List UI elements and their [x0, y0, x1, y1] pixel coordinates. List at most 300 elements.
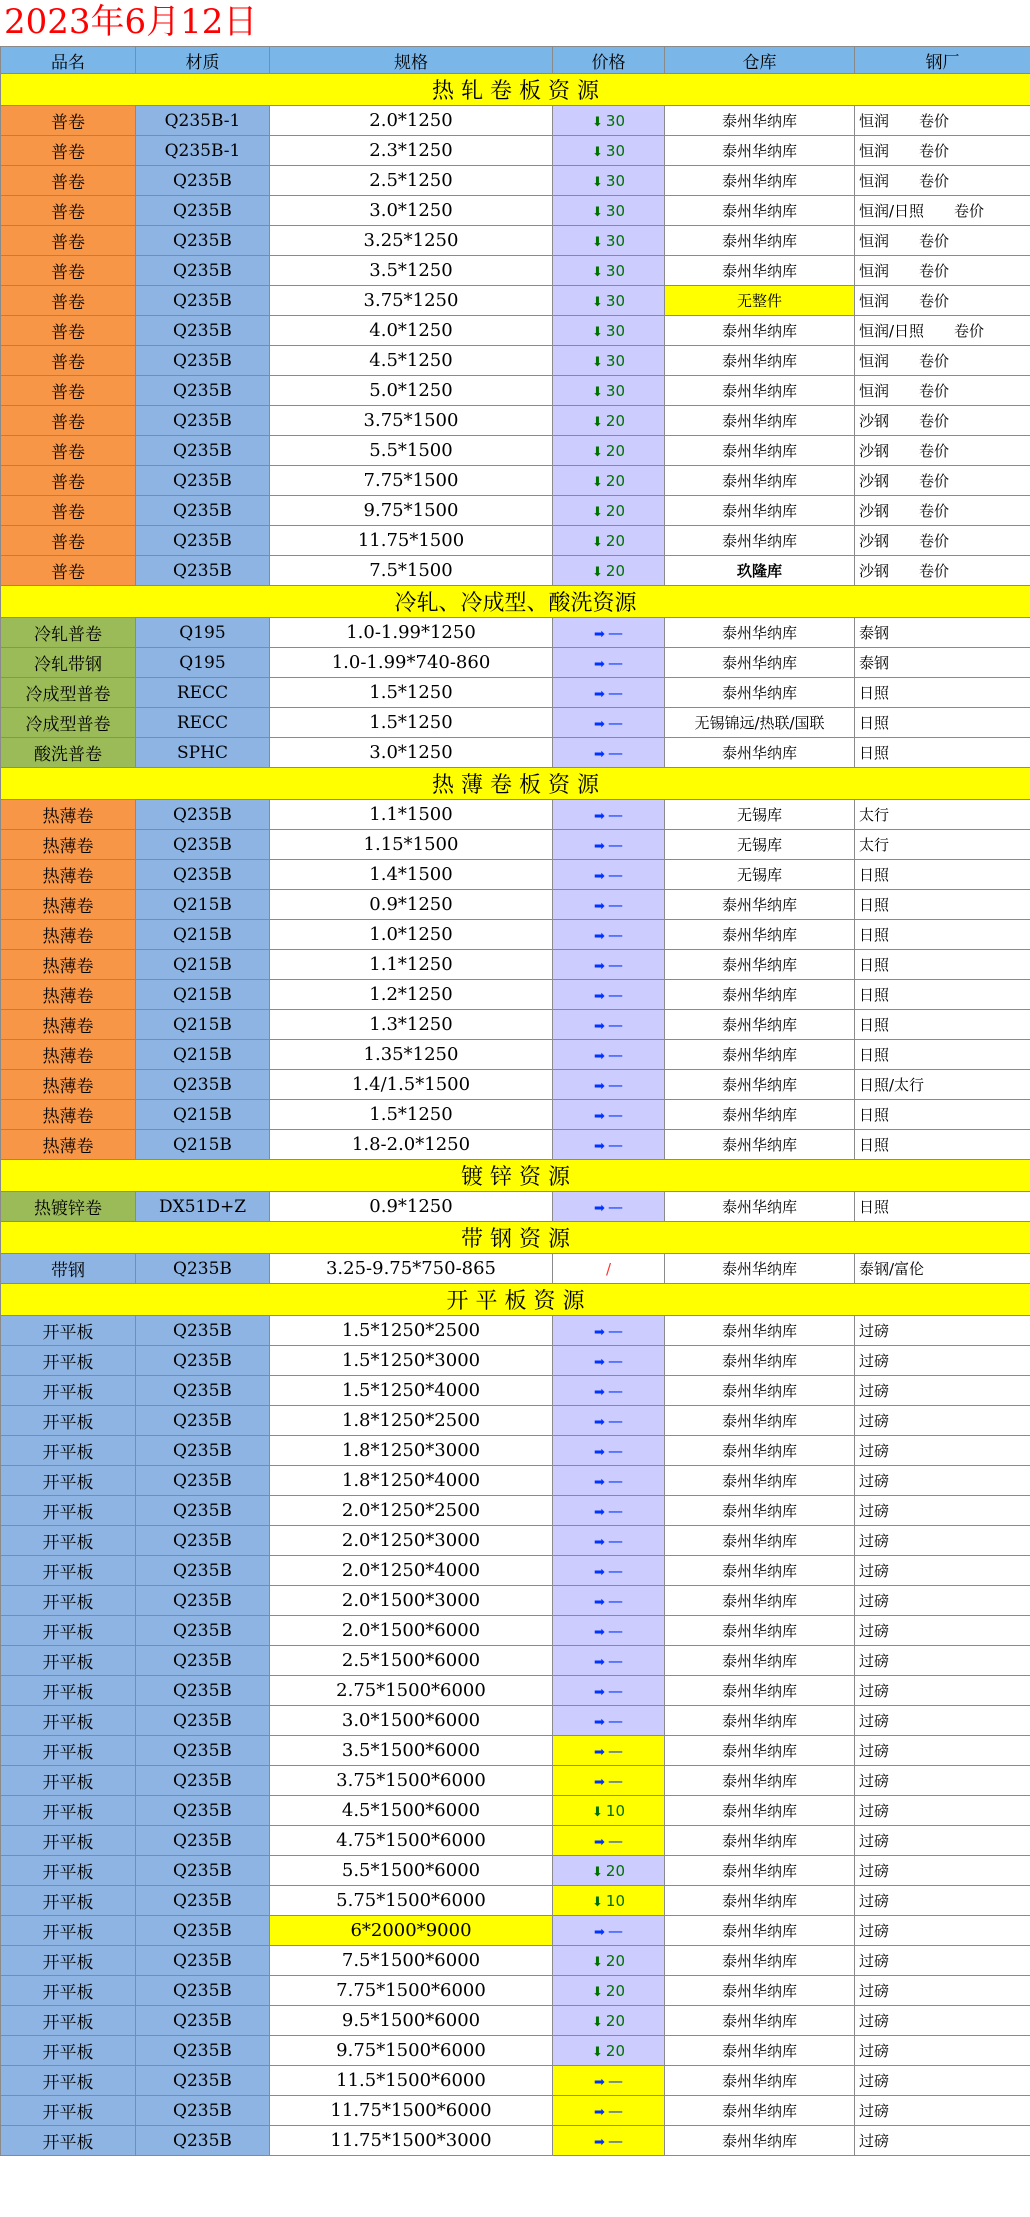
right-arrow-icon: ➡	[594, 808, 605, 824]
down-arrow-icon: ⬇	[592, 264, 603, 280]
steel-mill: 过磅	[855, 1586, 1030, 1616]
price-value: 30	[605, 231, 625, 250]
price-value: —	[607, 1135, 623, 1154]
right-arrow-icon: ➡	[594, 1714, 605, 1730]
steel-mill: 过磅	[855, 1886, 1030, 1916]
warehouse: 无锡库	[665, 800, 855, 830]
steel-mill: 过磅	[855, 1706, 1030, 1736]
price-value: —	[607, 1741, 623, 1760]
spec: 11.75*1500	[270, 526, 553, 556]
price-cell	[553, 1526, 665, 1556]
table-row	[1, 166, 1030, 196]
warehouse: 泰州华纳库	[665, 166, 855, 196]
price-cell	[553, 1436, 665, 1466]
spec: 5.75*1500*6000	[270, 1886, 553, 1916]
product-name: 普卷	[1, 496, 136, 526]
table-row	[1, 106, 1030, 136]
price-value: —	[607, 805, 623, 824]
material: Q235B	[136, 830, 270, 860]
table-row	[1, 2006, 1030, 2036]
price-value: —	[607, 1531, 623, 1550]
price-cell	[553, 166, 665, 196]
page-title: 2023年6月12日	[4, 2, 258, 42]
right-arrow-icon: ➡	[594, 1108, 605, 1124]
down-arrow-icon: ⬇	[592, 144, 603, 160]
price-cell	[553, 1040, 665, 1070]
spec: 1.0-1.99*740-860	[270, 648, 553, 678]
spec: 2.0*1250	[270, 106, 553, 136]
price-cell	[553, 526, 665, 556]
material: RECC	[136, 708, 270, 738]
price-cell	[553, 376, 665, 406]
section-title: 热 薄 卷 板 资 源	[1, 768, 1030, 800]
warehouse: 泰州华纳库	[665, 678, 855, 708]
price-value: —	[607, 1771, 623, 1790]
material: Q235B	[136, 256, 270, 286]
price-cell	[553, 1886, 665, 1916]
material: Q235B	[136, 1886, 270, 1916]
section-row	[1, 1222, 1030, 1254]
price-cell	[553, 1130, 665, 1160]
warehouse: 泰州华纳库	[665, 1976, 855, 2006]
down-arrow-icon: ⬇	[592, 324, 603, 340]
material: Q235B	[136, 2006, 270, 2036]
spec: 3.75*1250	[270, 286, 553, 316]
down-arrow-icon: ⬇	[592, 204, 603, 220]
warehouse: 泰州华纳库	[665, 316, 855, 346]
table-row	[1, 226, 1030, 256]
product-name: 开平板	[1, 1316, 136, 1346]
steel-mill: 过磅	[855, 1646, 1030, 1676]
header-mill: 钢厂	[855, 47, 1030, 74]
steel-mill: 过磅	[855, 1856, 1030, 1886]
price-cell	[553, 2096, 665, 2126]
warehouse: 泰州华纳库	[665, 1886, 855, 1916]
steel-mill: 恒润 卷价	[855, 346, 1030, 376]
price-cell	[553, 1346, 665, 1376]
table-row	[1, 1130, 1030, 1160]
product-name: 热薄卷	[1, 1040, 136, 1070]
product-name: 开平板	[1, 1736, 136, 1766]
material: Q235B-1	[136, 136, 270, 166]
spec: 1.4/1.5*1500	[270, 1070, 553, 1100]
spec: 1.8*1250*3000	[270, 1436, 553, 1466]
price-value: —	[607, 1321, 623, 1340]
warehouse: 泰州华纳库	[665, 1040, 855, 1070]
steel-mill: 过磅	[855, 2096, 1030, 2126]
table-row	[1, 1346, 1030, 1376]
price-cell	[553, 1676, 665, 1706]
table-row	[1, 1796, 1030, 1826]
product-name: 开平板	[1, 2096, 136, 2126]
material: Q215B	[136, 1130, 270, 1160]
product-name: 开平板	[1, 1946, 136, 1976]
price-value: —	[607, 925, 623, 944]
spec: 1.0-1.99*1250	[270, 618, 553, 648]
product-name: 开平板	[1, 1346, 136, 1376]
right-arrow-icon: ➡	[594, 1564, 605, 1580]
price-cell	[553, 1766, 665, 1796]
spec: 9.75*1500	[270, 496, 553, 526]
price-value: 20	[605, 471, 625, 490]
price-cell	[553, 1406, 665, 1436]
table-row	[1, 950, 1030, 980]
material: Q235B	[136, 1946, 270, 1976]
table-row	[1, 526, 1030, 556]
product-name: 开平板	[1, 2036, 136, 2066]
price-value: —	[607, 1621, 623, 1640]
right-arrow-icon: ➡	[594, 1684, 605, 1700]
spec: 9.5*1500*6000	[270, 2006, 553, 2036]
steel-mill: 太行	[855, 800, 1030, 830]
right-arrow-icon: ➡	[594, 2104, 605, 2120]
down-arrow-icon: ⬇	[592, 294, 603, 310]
table-row	[1, 708, 1030, 738]
warehouse: 无锡库	[665, 830, 855, 860]
product-name: 带钢	[1, 1254, 136, 1284]
header-material: 材质	[136, 47, 270, 74]
right-arrow-icon: ➡	[594, 1924, 605, 1940]
right-arrow-icon: ➡	[594, 1504, 605, 1520]
steel-mill: 沙钢 卷价	[855, 526, 1030, 556]
product-name: 开平板	[1, 1496, 136, 1526]
material: DX51D+Z	[136, 1192, 270, 1222]
price-value: —	[607, 2101, 623, 2120]
product-name: 普卷	[1, 166, 136, 196]
product-name: 普卷	[1, 316, 136, 346]
price-cell	[553, 1796, 665, 1826]
product-name: 普卷	[1, 436, 136, 466]
price-cell	[553, 1616, 665, 1646]
table-row	[1, 196, 1030, 226]
product-name: 热薄卷	[1, 860, 136, 890]
steel-mill: 日照	[855, 1192, 1030, 1222]
down-arrow-icon: ⬇	[592, 384, 603, 400]
material: Q235B	[136, 1254, 270, 1284]
price-cell	[553, 800, 665, 830]
steel-mill: 沙钢 卷价	[855, 436, 1030, 466]
price-value: —	[607, 1015, 623, 1034]
product-name: 冷成型普卷	[1, 708, 136, 738]
material: Q235B	[136, 316, 270, 346]
table-row	[1, 1676, 1030, 1706]
price-value: —	[607, 1105, 623, 1124]
table-row	[1, 1826, 1030, 1856]
spec: 1.15*1500	[270, 830, 553, 860]
product-name: 普卷	[1, 106, 136, 136]
material: Q235B	[136, 196, 270, 226]
right-arrow-icon: ➡	[594, 928, 605, 944]
spec: 7.5*1500*6000	[270, 1946, 553, 1976]
right-arrow-icon: ➡	[594, 1744, 605, 1760]
price-value: —	[607, 653, 623, 672]
material: Q235B	[136, 166, 270, 196]
spec: 7.75*1500*6000	[270, 1976, 553, 2006]
price-value: 30	[605, 381, 625, 400]
material: Q215B	[136, 950, 270, 980]
table-row	[1, 496, 1030, 526]
table-row	[1, 136, 1030, 166]
spec: 1.1*1250	[270, 950, 553, 980]
price-value: 10	[605, 1801, 625, 1820]
price-value: 30	[605, 291, 625, 310]
product-name: 热薄卷	[1, 920, 136, 950]
table-row	[1, 920, 1030, 950]
warehouse: 泰州华纳库	[665, 1192, 855, 1222]
spec: 1.0*1250	[270, 920, 553, 950]
steel-mill: 恒润 卷价	[855, 226, 1030, 256]
spec: 1.8*1250*4000	[270, 1466, 553, 1496]
table-row	[1, 2096, 1030, 2126]
price-value: 20	[605, 2041, 625, 2060]
price-cell	[553, 226, 665, 256]
material: Q195	[136, 648, 270, 678]
warehouse: 泰州华纳库	[665, 1676, 855, 1706]
price-value: —	[607, 1441, 623, 1460]
price-cell	[553, 860, 665, 890]
material: Q235B	[136, 2096, 270, 2126]
steel-mill: 恒润 卷价	[855, 166, 1030, 196]
steel-mill: 过磅	[855, 1346, 1030, 1376]
price-cell	[553, 678, 665, 708]
warehouse: 泰州华纳库	[665, 1556, 855, 1586]
right-arrow-icon: ➡	[594, 1534, 605, 1550]
spec: 3.0*1500*6000	[270, 1706, 553, 1736]
product-name: 热薄卷	[1, 890, 136, 920]
product-name: 热薄卷	[1, 950, 136, 980]
spec: 4.75*1500*6000	[270, 1826, 553, 1856]
material: Q235B	[136, 1706, 270, 1736]
product-name: 普卷	[1, 346, 136, 376]
price-value: 20	[605, 501, 625, 520]
price-value: —	[607, 1711, 623, 1730]
spec: 4.5*1500*6000	[270, 1796, 553, 1826]
steel-mill: 泰钢	[855, 618, 1030, 648]
down-arrow-icon: ⬇	[592, 474, 603, 490]
spec: 5.5*1500*6000	[270, 1856, 553, 1886]
product-name: 开平板	[1, 1526, 136, 1556]
right-arrow-icon: ➡	[594, 1048, 605, 1064]
price-value: 30	[605, 111, 625, 130]
right-arrow-icon: ➡	[594, 746, 605, 762]
steel-mill: 泰钢	[855, 648, 1030, 678]
product-name: 开平板	[1, 1766, 136, 1796]
warehouse: 泰州华纳库	[665, 2036, 855, 2066]
section-title: 冷轧、冷成型、酸洗资源	[1, 586, 1030, 618]
spec: 4.0*1250	[270, 316, 553, 346]
steel-mill: 过磅	[855, 2006, 1030, 2036]
table-row	[1, 1010, 1030, 1040]
price-value: —	[607, 1681, 623, 1700]
steel-mill: 日照	[855, 738, 1030, 768]
table-row	[1, 2066, 1030, 2096]
spec: 1.8-2.0*1250	[270, 1130, 553, 1160]
price-value: —	[607, 1651, 623, 1670]
material: Q215B	[136, 980, 270, 1010]
material: RECC	[136, 678, 270, 708]
price-cell	[553, 1376, 665, 1406]
table-row	[1, 1376, 1030, 1406]
down-arrow-icon: ⬇	[592, 234, 603, 250]
header-warehouse: 仓库	[665, 47, 855, 74]
warehouse: 泰州华纳库	[665, 1496, 855, 1526]
product-name: 热薄卷	[1, 1130, 136, 1160]
product-name: 冷轧普卷	[1, 618, 136, 648]
price-value: —	[607, 985, 623, 1004]
warehouse: 泰州华纳库	[665, 1100, 855, 1130]
steel-mill: 过磅	[855, 1766, 1030, 1796]
table-row	[1, 1856, 1030, 1886]
spec: 2.5*1500*6000	[270, 1646, 553, 1676]
section-row	[1, 768, 1030, 800]
steel-mill: 恒润 卷价	[855, 256, 1030, 286]
material: SPHC	[136, 738, 270, 768]
price-value: —	[607, 1501, 623, 1520]
price-value: —	[607, 2131, 623, 2150]
steel-mill: 过磅	[855, 2036, 1030, 2066]
price-cell	[553, 136, 665, 166]
right-arrow-icon: ➡	[594, 2074, 605, 2090]
price-cell	[553, 1736, 665, 1766]
price-value: 20	[605, 411, 625, 430]
steel-mill: 日照	[855, 1130, 1030, 1160]
warehouse: 泰州华纳库	[665, 466, 855, 496]
section-title: 镀 锌 资 源	[1, 1160, 1030, 1192]
warehouse: 泰州华纳库	[665, 950, 855, 980]
right-arrow-icon: ➡	[594, 1414, 605, 1430]
price-cell	[553, 920, 665, 950]
price-value: —	[607, 1381, 623, 1400]
price-cell	[553, 1946, 665, 1976]
material: Q235B	[136, 466, 270, 496]
product-name: 冷轧带钢	[1, 648, 136, 678]
steel-mill: 日照	[855, 920, 1030, 950]
price-cell	[553, 1916, 665, 1946]
steel-mill: 过磅	[855, 1466, 1030, 1496]
warehouse: 泰州华纳库	[665, 1616, 855, 1646]
right-arrow-icon: ➡	[594, 1324, 605, 1340]
spec: 7.75*1500	[270, 466, 553, 496]
material: Q235B	[136, 1526, 270, 1556]
product-name: 开平板	[1, 2126, 136, 2156]
price-cell	[553, 648, 665, 678]
material: Q235B	[136, 2066, 270, 2096]
product-name: 冷成型普卷	[1, 678, 136, 708]
right-arrow-icon: ➡	[594, 1774, 605, 1790]
steel-mill: 日照	[855, 980, 1030, 1010]
warehouse: 玖隆库	[665, 556, 855, 586]
price-cell	[553, 1586, 665, 1616]
warehouse: 泰州华纳库	[665, 1646, 855, 1676]
right-arrow-icon: ➡	[594, 2134, 605, 2150]
table-row	[1, 1406, 1030, 1436]
table-row	[1, 890, 1030, 920]
material: Q235B	[136, 556, 270, 586]
price-cell	[553, 1100, 665, 1130]
warehouse: 泰州华纳库	[665, 1070, 855, 1100]
right-arrow-icon: ➡	[594, 1654, 605, 1670]
material: Q235B	[136, 860, 270, 890]
product-name: 开平板	[1, 1676, 136, 1706]
material: Q235B	[136, 1496, 270, 1526]
price-cell	[553, 2036, 665, 2066]
right-arrow-icon: ➡	[594, 1444, 605, 1460]
material: Q215B	[136, 1100, 270, 1130]
steel-mill: 沙钢 卷价	[855, 556, 1030, 586]
price-value: —	[607, 1075, 623, 1094]
product-name: 热镀锌卷	[1, 1192, 136, 1222]
warehouse: 无锡库	[665, 860, 855, 890]
table-row	[1, 1040, 1030, 1070]
warehouse: 泰州华纳库	[665, 2096, 855, 2126]
price-value: 30	[605, 261, 625, 280]
spec: 3.25*1250	[270, 226, 553, 256]
down-arrow-icon: ⬇	[592, 2044, 603, 2060]
material: Q235B	[136, 1646, 270, 1676]
price-cell	[553, 1826, 665, 1856]
material: Q215B	[136, 890, 270, 920]
price-cell	[553, 1496, 665, 1526]
spec: 2.3*1250	[270, 136, 553, 166]
table-row	[1, 1436, 1030, 1466]
section-title: 热 轧 卷 板 资 源	[1, 74, 1030, 106]
product-name: 开平板	[1, 1586, 136, 1616]
warehouse: 泰州华纳库	[665, 1586, 855, 1616]
warehouse: 泰州华纳库	[665, 1706, 855, 1736]
product-name: 普卷	[1, 466, 136, 496]
steel-mill: 日照	[855, 950, 1030, 980]
product-name: 普卷	[1, 556, 136, 586]
down-arrow-icon: ⬇	[592, 414, 603, 430]
spec: 2.0*1250*2500	[270, 1496, 553, 1526]
right-arrow-icon: ➡	[594, 898, 605, 914]
table-row	[1, 1616, 1030, 1646]
right-arrow-icon: ➡	[594, 626, 605, 642]
steel-mill: 过磅	[855, 1976, 1030, 2006]
price-value: 20	[605, 561, 625, 580]
spec: 6*2000*9000	[270, 1916, 553, 1946]
steel-mill: 日照	[855, 1100, 1030, 1130]
steel-mill: 恒润 卷价	[855, 136, 1030, 166]
product-name: 热薄卷	[1, 1010, 136, 1040]
product-name: 开平板	[1, 1646, 136, 1676]
table-row	[1, 2036, 1030, 2066]
spec: 1.35*1250	[270, 1040, 553, 1070]
price-value: 30	[605, 351, 625, 370]
warehouse: 泰州华纳库	[665, 136, 855, 166]
material: Q215B	[136, 920, 270, 950]
price-cell	[553, 346, 665, 376]
table-row	[1, 618, 1030, 648]
right-arrow-icon: ➡	[594, 988, 605, 1004]
spec: 11.75*1500*6000	[270, 2096, 553, 2126]
warehouse: 泰州华纳库	[665, 1436, 855, 1466]
table-row	[1, 316, 1030, 346]
warehouse: 泰州华纳库	[665, 1946, 855, 1976]
steel-mill: 日照/太行	[855, 1070, 1030, 1100]
product-name: 普卷	[1, 286, 136, 316]
right-arrow-icon: ➡	[594, 1354, 605, 1370]
warehouse: 泰州华纳库	[665, 1916, 855, 1946]
spec: 11.75*1500*3000	[270, 2126, 553, 2156]
product-name: 开平板	[1, 1916, 136, 1946]
material: Q235B	[136, 1406, 270, 1436]
spec: 2.0*1500*3000	[270, 1586, 553, 1616]
table-row	[1, 2126, 1030, 2156]
material: Q235B	[136, 1766, 270, 1796]
spec: 5.5*1500	[270, 436, 553, 466]
warehouse: 泰州华纳库	[665, 106, 855, 136]
